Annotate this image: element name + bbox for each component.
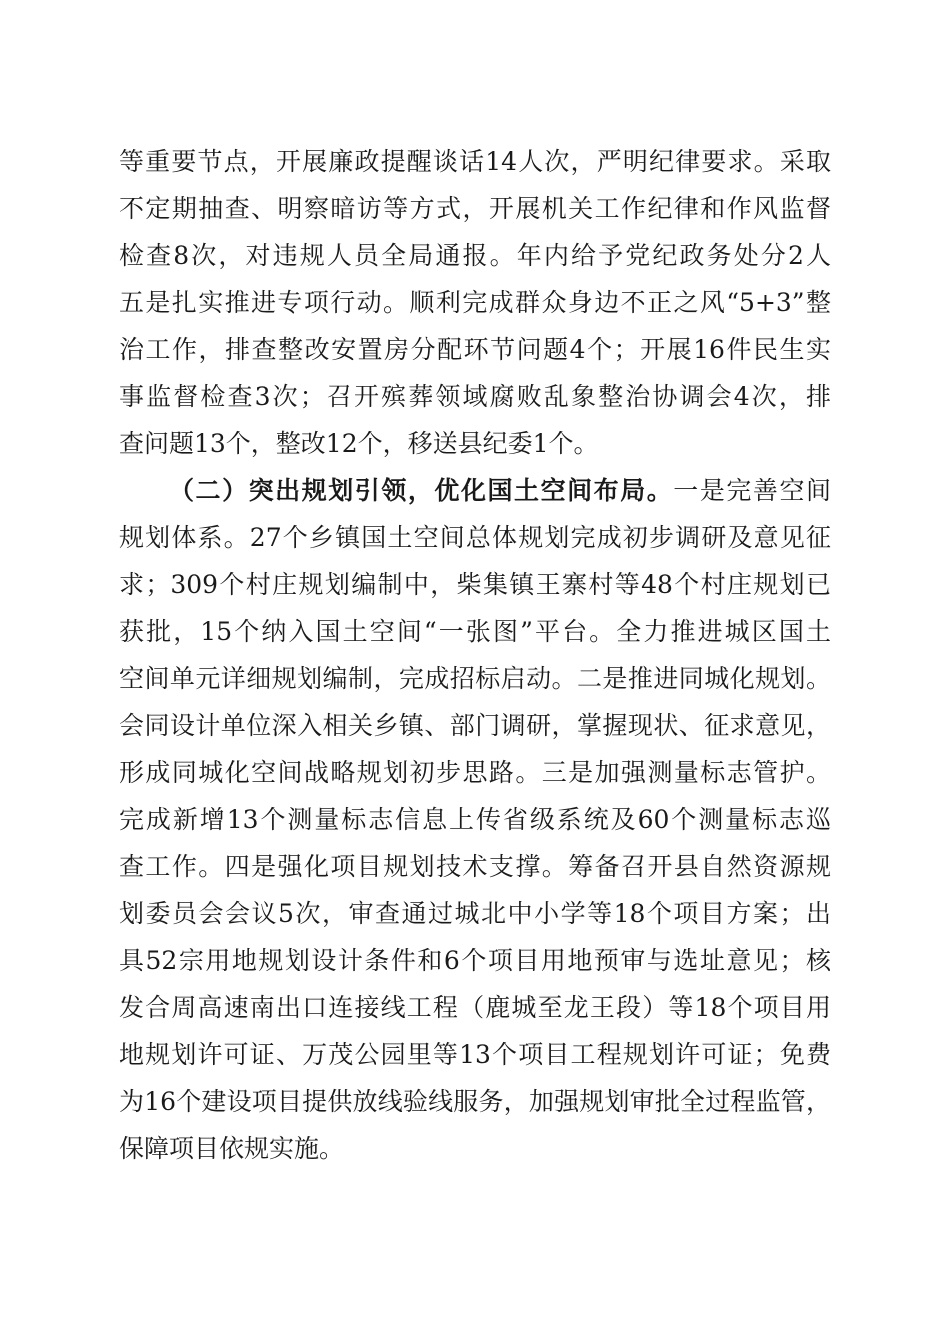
- paragraph-line-17: 划委员会会议5次，审查通过城北中小学等18个项目方案；出: [119, 899, 831, 928]
- paragraph-line-3: 检查8次，对违规人员全局通报。年内给予党纪政务处分2人: [119, 241, 831, 270]
- paragraph-line-4: 五是扎实推进专项行动。顺利完成群众身边不正之风“5+3”整: [119, 288, 831, 317]
- paragraph-line-6: 事监督检查3次；召开殡葬领域腐败乱象整治协调会4次，排: [119, 382, 831, 411]
- paragraph-line-1: 等重要节点，开展廉政提醒谈话14人次，严明纪律要求。采取: [119, 147, 831, 176]
- paragraph-line-7: 查问题13个，整改12个，移送县纪委1个。: [119, 429, 599, 458]
- paragraph-line-22: 保障项目依规实施。: [119, 1134, 345, 1163]
- section-heading: （二）突出规划引领，优化国土空间布局。: [169, 476, 674, 505]
- paragraph-line-13: 会同设计单位深入相关乡镇、部门调研，掌握现状、征求意见，: [119, 711, 831, 740]
- section-heading-continuation: 一是完善空间: [673, 476, 831, 505]
- paragraph-line-9: 规划体系。27个乡镇国土空间总体规划完成初步调研及意见征: [119, 523, 831, 552]
- paragraph-line-14: 形成同城化空间战略规划初步思路。三是加强测量标志管护。: [119, 758, 831, 787]
- paragraph-line-21: 为16个建设项目提供放线验线服务，加强规划审批全过程监管，: [119, 1087, 831, 1116]
- paragraph-line-2: 不定期抽查、明察暗访等方式，开展机关工作纪律和作风监督: [119, 194, 831, 223]
- paragraph-line-16: 查工作。四是强化项目规划技术支撑。筹备召开县自然资源规: [119, 852, 831, 881]
- paragraph-line-20: 地规划许可证、万茂公园里等13个项目工程规划许可证；免费: [119, 1040, 831, 1069]
- section-heading-line: [169, 471, 831, 511]
- paragraph-line-11: 获批，15个纳入国土空间“一张图”平台。全力推进城区国土: [119, 617, 831, 646]
- paragraph-line-10: 求；309个村庄规划编制中，柴集镇王寨村等48个村庄规划已: [119, 570, 831, 599]
- paragraph-line-18: 具52宗用地规划设计条件和6个项目用地预审与选址意见；核: [119, 946, 831, 975]
- paragraph-line-15: 完成新增13个测量标志信息上传省级系统及60个测量标志巡: [119, 805, 831, 834]
- paragraph-line-19: 发合周高速南出口连接线工程（鹿城至龙王段）等18个项目用: [119, 993, 831, 1022]
- paragraph-line-12: 空间单元详细规划编制，完成招标启动。二是推进同城化规划。: [119, 664, 831, 693]
- paragraph-line-5: 治工作，排查整改安置房分配环节问题4个；开展16件民生实: [119, 335, 831, 364]
